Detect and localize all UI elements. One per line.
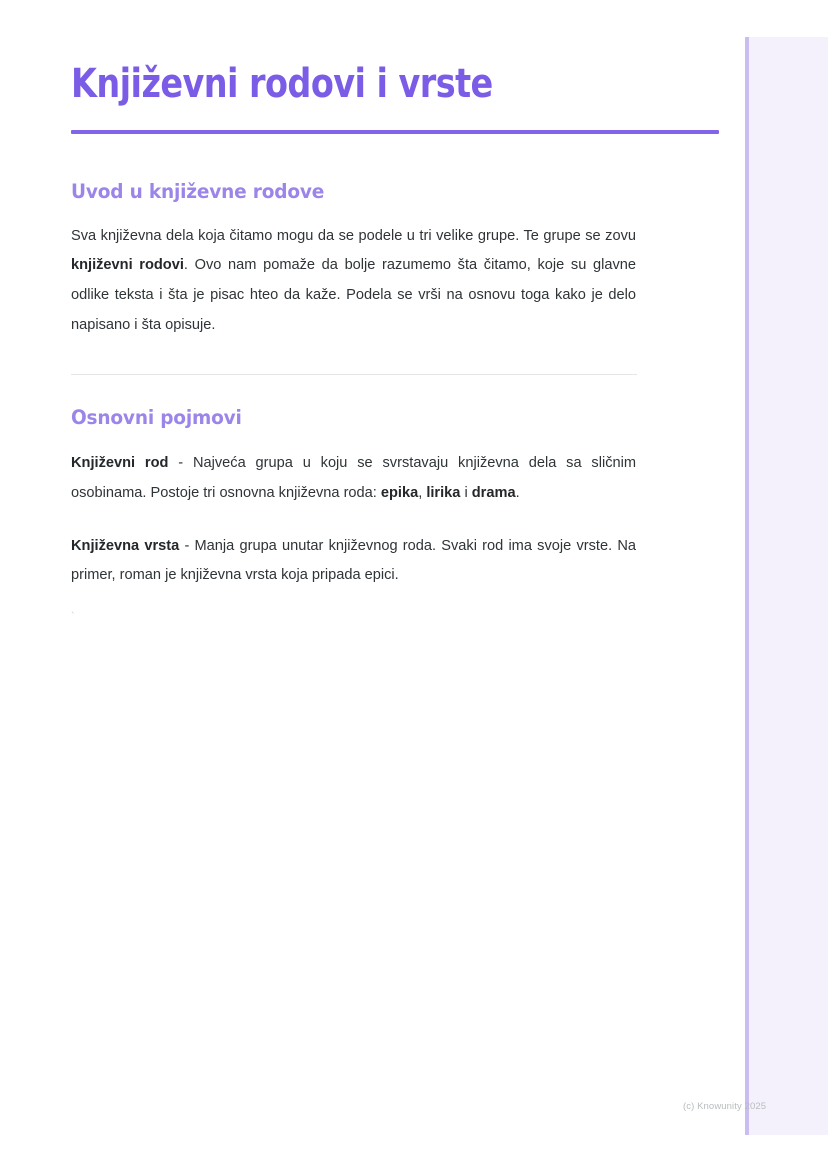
term-paragraph-knjizevni-rod: Književni rod - Najveća grupa u koju se svrstavaju književna dela sa sličnim osobinama. Postoje tri osnovna književna roda: epika, lirika i drama. (71, 455, 637, 501)
section-divider (71, 374, 637, 375)
section-heading-uvod: Uvod u književne rodove (71, 179, 325, 203)
intro-paragraph: Sva književna dela koja čitamo mogu da se podele u tri velike grupe. Te grupe se zovu književni rodovi. Ovo nam pomaže da bolje razumemo šta čitamo, koje su glavne odlike teksta i šta je pisac hteo da kaže. Podela se vrši na osnovu toga kako je delo napisano i šta opisuje. (71, 227, 636, 333)
title-underline-rule (71, 130, 719, 134)
term-paragraph-knjizevna-vrsta: Književna vrsta - Manja grupa unutar književnog roda. Svaki rod ima svoje vrste. Na primer, roman je književna vrsta koja pripada epici. (71, 537, 636, 584)
stray-backtick-artifact: ` (71, 610, 75, 623)
right-decorative-panel (745, 37, 828, 1135)
section-heading-osnovni-pojmovi: Osnovni pojmovi (71, 406, 242, 430)
page-title: Književni rodovi i vrste (71, 61, 493, 107)
footer-copyright: (c) Knowunity 2025 (683, 1101, 767, 1112)
